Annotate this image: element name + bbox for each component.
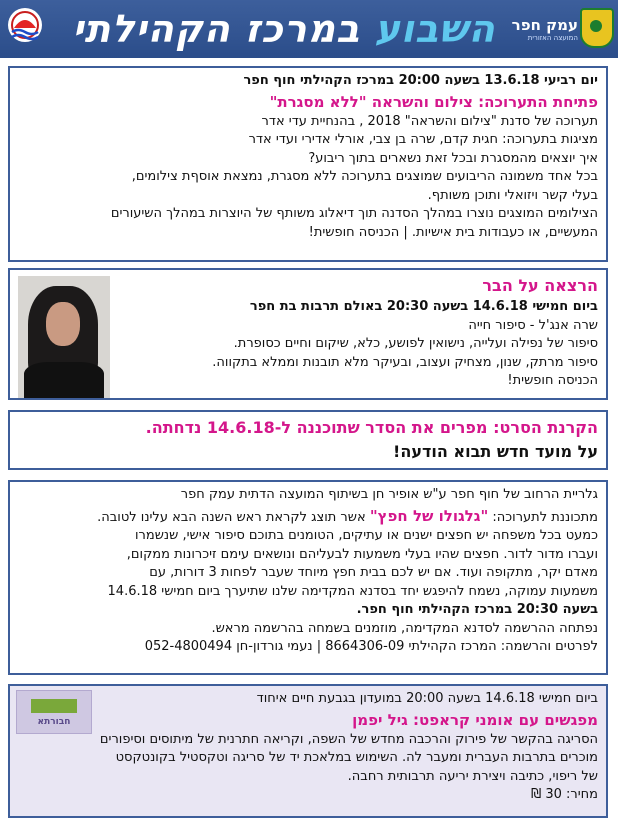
- craft-meeting-section: [8, 684, 608, 818]
- exhibition-date: יום רביעי 13.6.18 בשעה 20:00 במרכז הקהילתי חוף חפר: [243, 73, 598, 88]
- exhibition-text-line: איך יוצאים מהמסגרת ובכל זאת נשארים בתוך ריבוע?: [308, 150, 598, 166]
- gallery-text-line: מאדם יקר, מתקופה ועוד. אם יש לכם בבית חפץ מיוחד שעבר לפחות 3 דורות, עם: [149, 565, 598, 580]
- meeting-text-line: של ריפוי, כתיבה ויצירת יריעה תרבותית רחבה.: [347, 768, 598, 784]
- page-title: [70, 4, 498, 54]
- exhibition-text-line: המעשיים, או כעבודות בית אישיות. | הכניסה חופשית!: [308, 224, 598, 240]
- film-notice-section: [8, 410, 608, 470]
- gallery-registration: נפתחה ההרשמה לסדנא המקדימה, מוזמנים בשמחה בהרשמה מראש.: [211, 620, 598, 636]
- meeting-date: ביום חמישי 14.6.18 בשעה 20:00 במועדון בגבעת חיים איחוד: [256, 691, 598, 706]
- page-header: [0, 0, 618, 58]
- title-word-community-center: במרכז הקהילתי: [72, 7, 361, 51]
- film-notice-line2: על מועד חדש תבוא הודעה!: [393, 442, 598, 461]
- exhibition-text-line: מציגות בתערוכה: חגית קדם, שרה בן צבי, אורלי אדירי ועדי אדר: [248, 132, 598, 147]
- club-logo-icon: [6, 6, 44, 48]
- meeting-text-line: הסריגה בהקשר של פירוק והרכבה מחדש של השפה, וקריאה חתרנית של מיתוסים וסיפורים: [99, 731, 598, 747]
- exhibition-heading: פתיחת התערוכה: צילום והשראה "ללא מסגרת": [269, 92, 598, 111]
- gallery-text-line: כמעט בכל משפחה יש חפצים ישנים או עתיקים, הטומנים בתוכם סיפור אישי, שנשמרו: [135, 528, 598, 543]
- meeting-price: מחיר: 30 ₪: [531, 787, 598, 802]
- meeting-heading: מפגשים עם אומני קראפט: גיל יפמן: [352, 710, 598, 729]
- council-name: עמק חפר: [511, 16, 578, 34]
- chavruta-logo-text: חבורתא: [37, 717, 71, 727]
- gallery-intro-prefix: מתכוננת לתערוכה:: [488, 509, 598, 525]
- film-notice-line1: הקרנת הסרט: מפרים את הסדר שתוכננה ל-14.6.18 נדחתה.: [145, 418, 598, 437]
- lecture-date: ביום חמישי 14.6.18 בשעה 20:30 באולם תרבות בת חפר: [249, 299, 598, 314]
- exhibition-text-line: בכל אחד משמונה הריבועים שמוצגים בתערוכה ללא מסגרת, נמצאת אוסףת צילומים,: [131, 169, 598, 184]
- chavruta-logo: [16, 690, 92, 734]
- lecture-text-line: סיפור מרתק, שנון, מצחיק ועצוב, ובעיקר מלא תובנות וממלא בתקווה.: [212, 354, 598, 370]
- speaker-photo: [18, 276, 110, 398]
- lecture-text-line: שרה אנג'ל - סיפור חייה: [468, 317, 598, 333]
- meeting-text-line: מוכרים בתרבות העברית ומעבר לה. השימוש במלאכת יד של סריגה וטקסטיל בקונטקסט: [115, 750, 598, 765]
- exhibition-section: [8, 66, 608, 262]
- gallery-intro-suffix: אשר תוצג לקראת ראש השנה הבא עלינו לטובה.: [97, 509, 370, 525]
- gallery-section: [8, 480, 608, 675]
- gallery-text-line: גלריית הרחוב של חוף חפר ע"ש אופיר חן בשיתוף המועצה הדתית עמק חפר: [180, 487, 598, 502]
- gallery-text-line: משמעות עמוקה, נשמח להיפגש יחד בסדנא המקדימה שלנו שתיערך ביום חמישי 14.6.18: [107, 583, 598, 599]
- gallery-contact: לפרטים והרשמה: המרכז הקהילתי 8664306-09 | נעמי גורדון-חן 052-4800494: [144, 639, 598, 654]
- council-logo: [496, 8, 614, 52]
- lecture-heading: הרצאה על הבר: [482, 276, 598, 295]
- gallery-exhibition-title: "גלגולו של חפץ": [369, 506, 489, 525]
- gallery-intro-line: [18, 505, 598, 528]
- lecture-text-line: סיפור של נפילה ועלייה, נישואין לפושע, כלא, שיקום וחיים כסופרת.: [233, 336, 598, 351]
- gallery-text-line: ועברו מדור לדור. חפצים שהיו בעלי משמעות לבעליהם ונושאים עימם זיכרונות ממקום,: [126, 546, 598, 562]
- book-icon: [31, 699, 77, 713]
- council-crest-icon: [580, 8, 614, 48]
- exhibition-text-line: הצילומים המוצגים נוצרו במהלך הסדנה תוך דיאלוג משותף של היוצרות במהלך השיעורים: [110, 206, 598, 221]
- title-word-this-week: השבוע: [374, 7, 496, 51]
- gallery-workshop-time: בשעה 20:30 במרכז הקהילתי חוף חפר.: [356, 602, 598, 617]
- lecture-section: [8, 268, 608, 400]
- exhibition-text-line: בעלי קשר ויזואלי ותוכן משותף.: [427, 187, 598, 203]
- lecture-text-line: הכניסה חופשית!: [507, 373, 598, 388]
- exhibition-text-line: תערוכה של סדנת "צילום והשראה" 2018 , בהנחיית עדי אדר: [261, 113, 598, 129]
- council-tagline: המועצה האזורית: [527, 34, 578, 42]
